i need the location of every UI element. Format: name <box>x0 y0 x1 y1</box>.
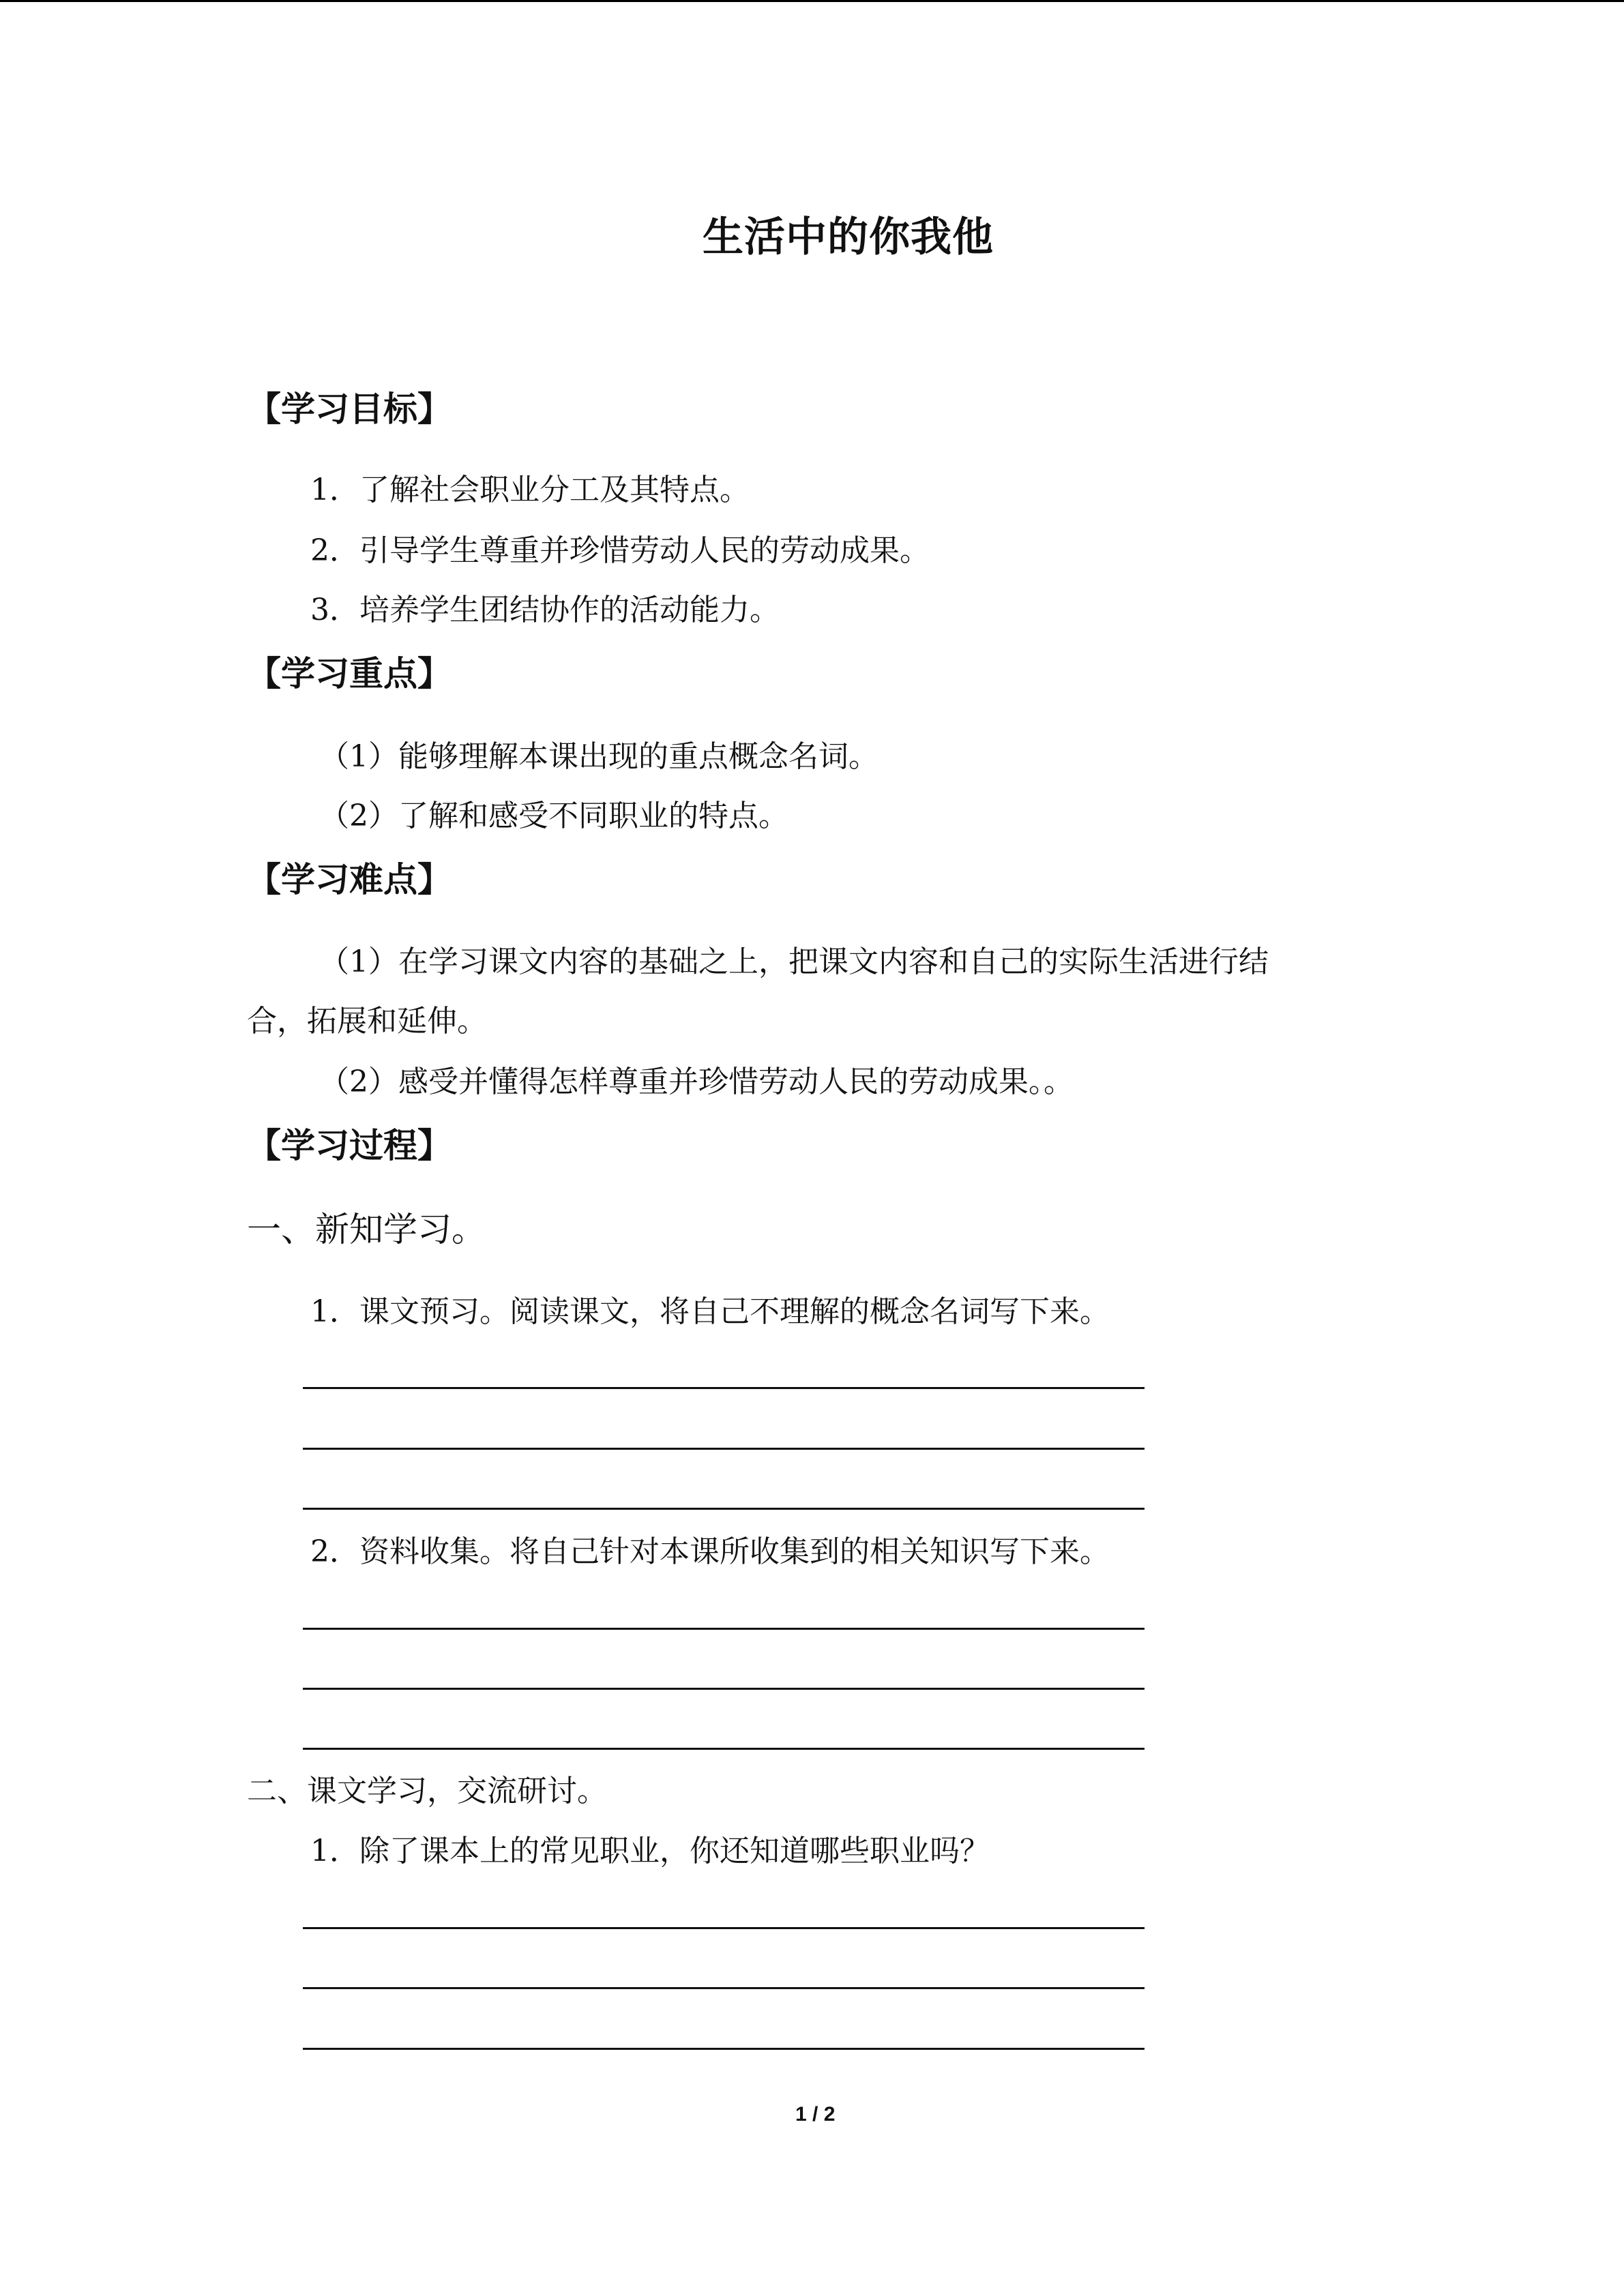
answer-line[interactable] <box>303 1448 1145 1450</box>
key-point-item: （1）能够理解本课出现的重点概念名词。 <box>319 739 879 774</box>
section-title: 一、新知学习。 <box>247 1210 486 1249</box>
objective-item: 3．培养学生团结协作的活动能力。 <box>310 593 780 627</box>
answer-line[interactable] <box>303 1688 1145 1690</box>
process-heading: 【学习过程】 <box>247 1126 452 1165</box>
question: 2．资料收集。将自己针对本课所收集到的相关知识写下来。 <box>310 1534 1110 1569</box>
difficulty-item-line: （1）在学习课文内容的基础之上，把课文内容和自己的实际生活进行结 <box>319 944 1269 979</box>
question: 1．除了课本上的常见职业，你还知道哪些职业吗？ <box>310 1834 990 1868</box>
objectives-heading: 【学习目标】 <box>247 389 452 429</box>
answer-line[interactable] <box>303 1927 1145 1929</box>
page-title: 生活中的你我他 <box>703 213 994 261</box>
answer-line[interactable] <box>303 1387 1145 1389</box>
answer-line[interactable] <box>303 1748 1145 1750</box>
difficulty-item: （2）感受并懂得怎样尊重并珍惜劳动人民的劳动成果。。 <box>319 1064 1074 1099</box>
section-title: 二、课文学习，交流研讨。 <box>247 1774 607 1808</box>
answer-line[interactable] <box>303 1628 1145 1630</box>
page-top-border <box>0 0 1624 2</box>
page-number: 1 / 2 <box>795 2103 836 2126</box>
answer-line[interactable] <box>303 1987 1145 1989</box>
objective-item: 1．了解社会职业分工及其特点。 <box>310 473 750 507</box>
difficulties-heading: 【学习难点】 <box>247 860 452 899</box>
answer-line[interactable] <box>303 1508 1145 1510</box>
answer-line[interactable] <box>303 2048 1145 2050</box>
difficulty-item-line: 合，拓展和延伸。 <box>247 1004 487 1039</box>
key-points-heading: 【学习重点】 <box>247 654 452 694</box>
objective-item: 2．引导学生尊重并珍惜劳动人民的劳动成果。 <box>310 533 930 568</box>
question: 1．课文预习。阅读课文，将自己不理解的概念名词写下来。 <box>310 1294 1110 1329</box>
key-point-item: （2）了解和感受不同职业的特点。 <box>319 799 788 833</box>
